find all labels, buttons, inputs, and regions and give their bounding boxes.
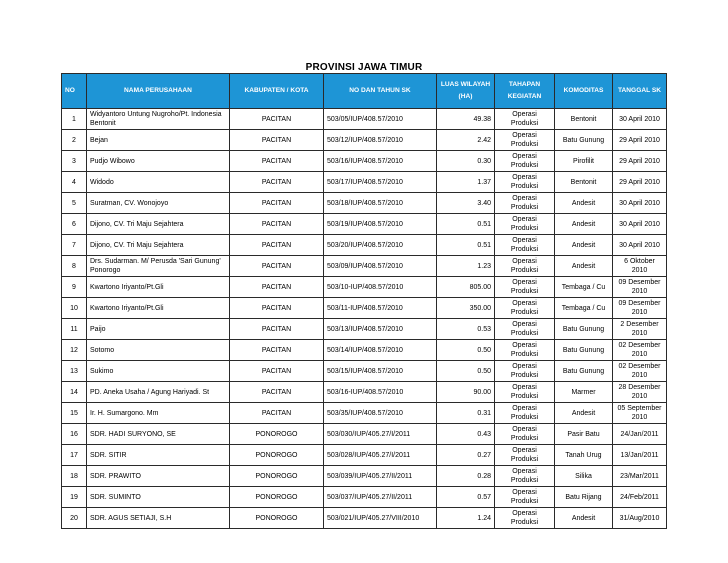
cell-nomor: 503/05/IUP/408.57/2010 (324, 109, 437, 130)
table-row (62, 130, 667, 151)
cell-tahapan: Operasi Produksi (495, 403, 555, 424)
cell-luas: 0.50 (437, 340, 495, 361)
cell-no: 2 (62, 130, 87, 151)
cell-no: 12 (62, 340, 87, 361)
cell-no: 5 (62, 193, 87, 214)
table-row (62, 382, 667, 403)
cell-no: 20 (62, 508, 87, 529)
table-row (62, 193, 667, 214)
cell-tahapan: Operasi Produksi (495, 214, 555, 235)
cell-nomor: 503/16/IUP/408.57/2010 (324, 151, 437, 172)
cell-perusahaan: Widyantoro Untung Nugroho/Pt. Indonesia Bentonit (87, 109, 230, 130)
cell-tahapan: Operasi Produksi (495, 466, 555, 487)
cell-tanggal: 24/Feb/2011 (613, 487, 667, 508)
table-row (62, 445, 667, 466)
cell-perusahaan: SDR. PRAWITO (87, 466, 230, 487)
cell-no: 6 (62, 214, 87, 235)
cell-nomor: 503/11-IUP/408.57/2010 (324, 298, 437, 319)
table-row (62, 214, 667, 235)
cell-komoditas: Andesit (555, 256, 613, 277)
cell-luas: 90.00 (437, 382, 495, 403)
cell-komoditas: Batu Gunung (555, 130, 613, 151)
cell-komoditas: Tanah Urug (555, 445, 613, 466)
cell-perusahaan: Dijono, CV. Tri Maju Sejahtera (87, 235, 230, 256)
cell-tanggal: 28 Desember 2010 (613, 382, 667, 403)
cell-no: 17 (62, 445, 87, 466)
cell-komoditas: Andesit (555, 508, 613, 529)
table-row (62, 256, 667, 277)
cell-nomor: 503/35/IUP/408.57/2010 (324, 403, 437, 424)
cell-kabupaten: PACITAN (230, 151, 324, 172)
cell-kabupaten: PACITAN (230, 403, 324, 424)
cell-kabupaten: PACITAN (230, 256, 324, 277)
cell-kabupaten: PACITAN (230, 130, 324, 151)
cell-kabupaten: PACITAN (230, 172, 324, 193)
cell-kabupaten: PACITAN (230, 298, 324, 319)
table-row (62, 319, 667, 340)
cell-no: 13 (62, 361, 87, 382)
cell-no: 7 (62, 235, 87, 256)
cell-no: 11 (62, 319, 87, 340)
cell-tahapan: Operasi Produksi (495, 508, 555, 529)
cell-kabupaten: PACITAN (230, 109, 324, 130)
cell-no: 16 (62, 424, 87, 445)
cell-luas: 805.00 (437, 277, 495, 298)
cell-nomor: 503/037/IUP/405.27/II/2011 (324, 487, 437, 508)
header-kabupaten: KABUPATEN / KOTA (230, 74, 324, 109)
cell-perusahaan: Sukimo (87, 361, 230, 382)
cell-nomor: 503/030/IUP/405.27/I/2011 (324, 424, 437, 445)
cell-tahapan: Operasi Produksi (495, 382, 555, 403)
cell-tanggal: 30 April 2010 (613, 214, 667, 235)
cell-luas: 0.28 (437, 466, 495, 487)
table-row (62, 424, 667, 445)
cell-perusahaan: Pudjo Wibowo (87, 151, 230, 172)
cell-luas: 49.38 (437, 109, 495, 130)
cell-komoditas: Pirofilit (555, 151, 613, 172)
cell-kabupaten: PACITAN (230, 214, 324, 235)
cell-kabupaten: PONOROGO (230, 508, 324, 529)
cell-tanggal: 29 April 2010 (613, 151, 667, 172)
cell-luas: 2.42 (437, 130, 495, 151)
cell-perusahaan: Kwartono Iriyanto/Pt.Gli (87, 277, 230, 298)
table-row (62, 403, 667, 424)
cell-kabupaten: PACITAN (230, 382, 324, 403)
cell-perusahaan: SDR. SITIR (87, 445, 230, 466)
cell-nomor: 503/18/IUP/408.57/2010 (324, 193, 437, 214)
cell-no: 4 (62, 172, 87, 193)
cell-kabupaten: PACITAN (230, 193, 324, 214)
cell-kabupaten: PONOROGO (230, 487, 324, 508)
cell-komoditas: Tembaga / Cu (555, 298, 613, 319)
cell-nomor: 503/09/IUP/408.57/2010 (324, 256, 437, 277)
cell-no: 18 (62, 466, 87, 487)
cell-luas: 0.53 (437, 319, 495, 340)
cell-komoditas: Batu Gunung (555, 361, 613, 382)
cell-komoditas: Tembaga / Cu (555, 277, 613, 298)
table-row (62, 109, 667, 130)
cell-luas: 0.27 (437, 445, 495, 466)
page-title: PROVINSI JAWA TIMUR (305, 62, 423, 73)
cell-tanggal: 09 Desember 2010 (613, 277, 667, 298)
cell-komoditas: Andesit (555, 403, 613, 424)
cell-komoditas: Batu Rijang (555, 487, 613, 508)
cell-tahapan: Operasi Produksi (495, 340, 555, 361)
permit-table (61, 73, 667, 529)
cell-no: 10 (62, 298, 87, 319)
cell-no: 19 (62, 487, 87, 508)
cell-perusahaan: Dijono, CV. Tri Maju Sejahtera (87, 214, 230, 235)
cell-nomor: 503/17/IUP/408.57/2010 (324, 172, 437, 193)
table-row (62, 361, 667, 382)
cell-kabupaten: PACITAN (230, 340, 324, 361)
cell-perusahaan: Drs. Sudarman. M/ Perusda 'Sari Gunung' Ponorogo (87, 256, 230, 277)
cell-tahapan: Operasi Produksi (495, 319, 555, 340)
cell-luas: 0.51 (437, 235, 495, 256)
cell-tanggal: 02 Desember 2010 (613, 340, 667, 361)
cell-tanggal: 6 Oktober 2010 (613, 256, 667, 277)
cell-perusahaan: Ir. H. Sumargono. Mm (87, 403, 230, 424)
cell-nomor: 503/12/IUP/408.57/2010 (324, 130, 437, 151)
table-row (62, 340, 667, 361)
cell-nomor: 503/16-IUP/408.57/2010 (324, 382, 437, 403)
cell-komoditas: Andesit (555, 214, 613, 235)
cell-luas: 3.40 (437, 193, 495, 214)
cell-nomor: 503/028/IUP/405.27/I/2011 (324, 445, 437, 466)
cell-tahapan: Operasi Produksi (495, 361, 555, 382)
cell-perusahaan: Widodo (87, 172, 230, 193)
cell-tanggal: 02 Desember 2010 (613, 361, 667, 382)
header-komoditas: KOMODITAS (555, 74, 613, 109)
cell-luas: 0.57 (437, 487, 495, 508)
cell-nomor: 503/20/IUP/408.57/2010 (324, 235, 437, 256)
cell-komoditas: Bentonit (555, 172, 613, 193)
cell-tanggal: 05 September 2010 (613, 403, 667, 424)
cell-komoditas: Pasir Batu (555, 424, 613, 445)
header-perusahaan: NAMA PERUSAHAAN (87, 74, 230, 109)
cell-tahapan: Operasi Produksi (495, 193, 555, 214)
cell-luas: 1.37 (437, 172, 495, 193)
cell-tahapan: Operasi Produksi (495, 130, 555, 151)
cell-tahapan: Operasi Produksi (495, 424, 555, 445)
cell-kabupaten: PACITAN (230, 235, 324, 256)
cell-nomor: 503/021/IUP/405.27/VIII/2010 (324, 508, 437, 529)
cell-perusahaan: Kwartono Iriyanto/Pt.Gli (87, 298, 230, 319)
cell-tanggal: 23/Mar/2011 (613, 466, 667, 487)
cell-tanggal: 24/Jan/2011 (613, 424, 667, 445)
cell-perusahaan: Sotomo (87, 340, 230, 361)
table-row (62, 151, 667, 172)
cell-nomor: 503/15/IUP/408.57/2010 (324, 361, 437, 382)
cell-kabupaten: PACITAN (230, 319, 324, 340)
cell-tanggal: 29 April 2010 (613, 130, 667, 151)
cell-no: 1 (62, 109, 87, 130)
cell-tanggal: 31/Aug/2010 (613, 508, 667, 529)
cell-perusahaan: SDR. AGUS SETIAJI, S.H (87, 508, 230, 529)
cell-tahapan: Operasi Produksi (495, 256, 555, 277)
cell-komoditas: Andesit (555, 193, 613, 214)
cell-perusahaan: Bejan (87, 130, 230, 151)
cell-kabupaten: PONOROGO (230, 445, 324, 466)
cell-luas: 0.43 (437, 424, 495, 445)
cell-nomor: 503/039/IUP/405.27/II/2011 (324, 466, 437, 487)
cell-tahapan: Operasi Produksi (495, 109, 555, 130)
cell-tahapan: Operasi Produksi (495, 298, 555, 319)
cell-no: 8 (62, 256, 87, 277)
cell-perusahaan: Paijo (87, 319, 230, 340)
cell-perusahaan: Suratman, CV. Wonojoyo (87, 193, 230, 214)
table-row (62, 298, 667, 319)
table-row (62, 172, 667, 193)
cell-komoditas: Silika (555, 466, 613, 487)
cell-komoditas: Batu Gunung (555, 319, 613, 340)
header-luas: LUAS WILAYAH (HA) (437, 74, 495, 109)
header-no: NO (62, 74, 87, 109)
cell-komoditas: Marmer (555, 382, 613, 403)
cell-komoditas: Batu Gunung (555, 340, 613, 361)
cell-tanggal: 29 April 2010 (613, 172, 667, 193)
cell-tanggal: 30 April 2010 (613, 193, 667, 214)
table-row (62, 277, 667, 298)
cell-perusahaan: SDR. SUMINTO (87, 487, 230, 508)
cell-tahapan: Operasi Produksi (495, 172, 555, 193)
cell-kabupaten: PACITAN (230, 361, 324, 382)
cell-tahapan: Operasi Produksi (495, 445, 555, 466)
header-tahapan: TAHAPAN KEGIATAN (495, 74, 555, 109)
cell-luas: 0.30 (437, 151, 495, 172)
cell-luas: 350.00 (437, 298, 495, 319)
cell-luas: 0.51 (437, 214, 495, 235)
header-tanggal: TANGGAL SK (613, 74, 667, 109)
cell-tanggal: 2 Desember 2010 (613, 319, 667, 340)
cell-nomor: 503/13/IUP/408.57/2010 (324, 319, 437, 340)
cell-tahapan: Operasi Produksi (495, 277, 555, 298)
table-row (62, 466, 667, 487)
cell-nomor: 503/14/IUP/408.57/2010 (324, 340, 437, 361)
cell-no: 9 (62, 277, 87, 298)
cell-tanggal: 30 April 2010 (613, 235, 667, 256)
table-row (62, 508, 667, 529)
cell-luas: 0.50 (437, 361, 495, 382)
header-nomor: NO DAN TAHUN SK (324, 74, 437, 109)
table-row (62, 487, 667, 508)
cell-kabupaten: PACITAN (230, 277, 324, 298)
cell-perusahaan: PD. Aneka Usaha / Agung Hariyadi. St (87, 382, 230, 403)
table-row (62, 235, 667, 256)
cell-kabupaten: PONOROGO (230, 466, 324, 487)
cell-tanggal: 09 Desember 2010 (613, 298, 667, 319)
cell-luas: 0.31 (437, 403, 495, 424)
table-body (62, 109, 667, 529)
cell-nomor: 503/10-IUP/408.57/2010 (324, 277, 437, 298)
cell-tahapan: Operasi Produksi (495, 151, 555, 172)
cell-no: 15 (62, 403, 87, 424)
cell-no: 14 (62, 382, 87, 403)
cell-perusahaan: SDR. HADI SURYONO, SE (87, 424, 230, 445)
cell-tanggal: 13/Jan/2011 (613, 445, 667, 466)
cell-nomor: 503/19/IUP/408.57/2010 (324, 214, 437, 235)
cell-tahapan: Operasi Produksi (495, 487, 555, 508)
cell-komoditas: Bentonit (555, 109, 613, 130)
cell-tahapan: Operasi Produksi (495, 235, 555, 256)
cell-luas: 1.24 (437, 508, 495, 529)
cell-komoditas: Andesit (555, 235, 613, 256)
header-row (62, 74, 667, 109)
cell-tanggal: 30 April 2010 (613, 109, 667, 130)
cell-no: 3 (62, 151, 87, 172)
cell-kabupaten: PONOROGO (230, 424, 324, 445)
cell-luas: 1.23 (437, 256, 495, 277)
